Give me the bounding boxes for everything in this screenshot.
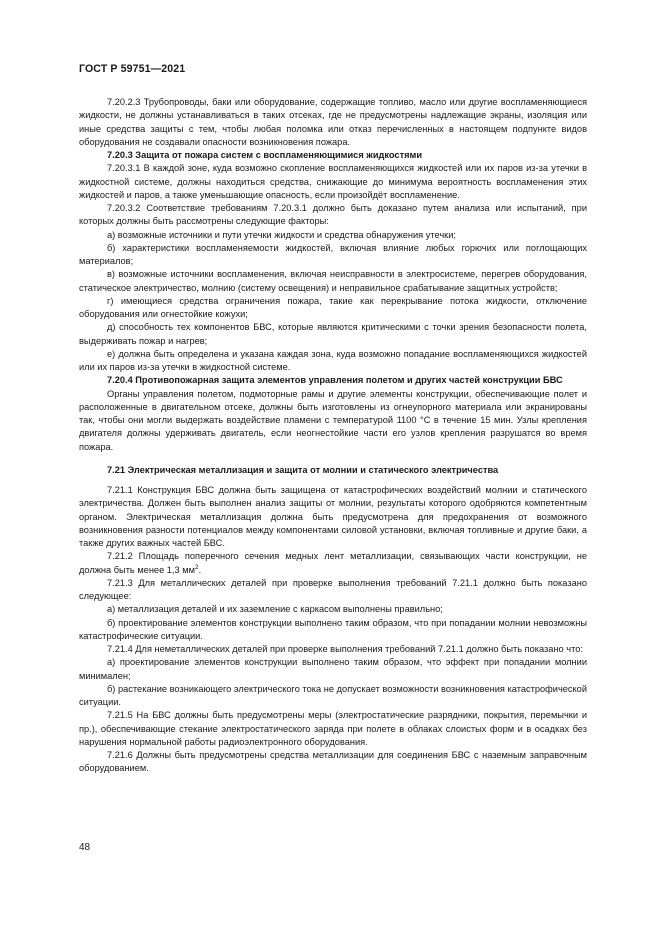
paragraph: 7.20.2.3 Трубопроводы, баки или оборудование, содержащие топливо, масло или другие воспламеняющиеся жидкости, не должны устанавливаться в таких отсеках, где не предусмотрены надлежащие экраны, изоляция или иные средства защиты с тем, чтобы любая поломка или отказ перечисленных в настоящем подпункте видов оборудования не создавали опасности возникновения пожара. — [79, 97, 587, 147]
standard-header: ГОСТ Р 59751—2021 — [79, 63, 186, 75]
paragraph: 7.21.6 Должны быть предусмотрены средства металлизации для соединения БВС с наземным заправочным оборудованием. — [79, 750, 587, 774]
paragraph: 7.20.3.1 В каждой зоне, куда возможно скопление воспламеняющихся жидкостей или их паров из-за утечки в жидкостной системе, должны находиться средства, снижающие до минимума вероятность воспламенения этих жидкостей и паров, а также уменьшающие опасность, если произойдёт воспламенение. — [79, 163, 587, 200]
list-item: д) способность тех компонентов БВС, которые являются критическими с точки зрения безопасности полета, выдерживать пожар и нагрев; — [79, 322, 587, 346]
document-body — [79, 96, 587, 776]
list-item: е) должна быть определена и указана каждая зона, куда возможно попадание воспламеняющихся жидкостей или их паров из-за утечки в жидкостной системе. — [79, 348, 587, 372]
list-item: б) характеристики воспламеняемости жидкостей, включая влияние любых горючих или поглощающих материалов; — [79, 242, 587, 266]
list-item: а) возможные источники и пути утечки жидкости и средства обнаружения утечки; — [107, 229, 456, 240]
paragraph: 7.21.4 Для неметаллических деталей при проверке выполнения требований 7.21.1 должно быть показано что: — [107, 644, 583, 654]
paragraph: 7.21.5 На БВС должны быть предусмотрены меры (электростатические разрядники, покрытия, перемычки и пр.), обеспечивающие стекание электростатического заряда при полете в облаках слоистых форм и в осадках без нарушения нормальной работы радиоэлектронного оборудования. — [79, 710, 587, 747]
chapter-heading: 7.21 Электрическая металлизация и защита от молнии и статического электричества — [107, 464, 499, 475]
section-heading: 7.20.4 Противопожарная защита элементов управления полетом и других частей конструкции БВС — [107, 375, 563, 386]
section-heading: 7.20.3 Защита от пожара систем с воспламеняющимися жидкостями — [107, 150, 423, 160]
paragraph: 7.20.3.2 Соответствие требованиям 7.20.3.1 должно быть доказано путем анализа или испытаний, при которых должны быть рассмотрены следующие факторы: — [79, 203, 587, 227]
paragraph-text: 7.21.2 Площадь поперечного сечения медных лент металлизации, связывающих части конструкции, не должна быть менее 1,3 мм — [79, 551, 587, 575]
paragraph: 7.21.1 Конструкция БВС должна быть защищена от катастрофических воздействий молнии и статического электричества. Должен быть выполнен анализ защиты от молнии, результаты которого одобряются компетентным органом. Электрическая металлизация должна быть предусмотрена для предохранения от возможного возникновения разности потенциалов между компонентами силовой установки, включая топливные и другие баки, а также других важных частей БВС. — [79, 485, 587, 548]
paragraph — [79, 550, 587, 577]
list-item: в) возможные источники воспламенения, включая неисправности в электросистеме, перегрев оборудования, статическое электричество, молнию (систему освещения) и неправильное срабатывание защитных устройств; — [79, 269, 587, 293]
paragraph: 7.21.3 Для металлических деталей при проверке выполнения требований 7.21.1 должно быть показано следующее: — [79, 577, 587, 601]
list-item: а) металлизация деталей и их заземление с каркасом выполнены правильно; — [107, 604, 443, 615]
list-item: б) проектирование элементов конструкции выполнено таким образом, что при попадании молнии невозможны катастрофические ситуации. — [79, 617, 587, 641]
page-number: 48 — [79, 842, 91, 853]
paragraph-end: . — [198, 564, 202, 575]
list-item: г) имеющиеся средства ограничения пожара, такие как перекрывание потока жидкости, отключение оборудования или огнестойкие кожухи; — [79, 295, 587, 319]
superscript: 2 — [194, 563, 199, 571]
paragraph: Органы управления полетом, подмоторные рамы и другие элементы конструкции, обеспечивающие полет и расположенные в двигательном отсеке, должны быть изготовлены из огнеупорного материала или экранированы так, чтобы они могли выдержать воздействие пламени с температурой 1100 °С в течение 15 мин. Узлы крепления двигателя должны удерживать двигатель, если неогнестойкие части его узлов крепления разрушатся во время пожара. — [79, 388, 587, 452]
list-item: б) растекание возникающего электрического тока не допускает возможности возникновения катастрофической ситуации. — [79, 683, 587, 707]
list-item: а) проектирование элементов конструкции выполнено таким образом, что эффект при попадании молнии минимален; — [79, 657, 587, 681]
